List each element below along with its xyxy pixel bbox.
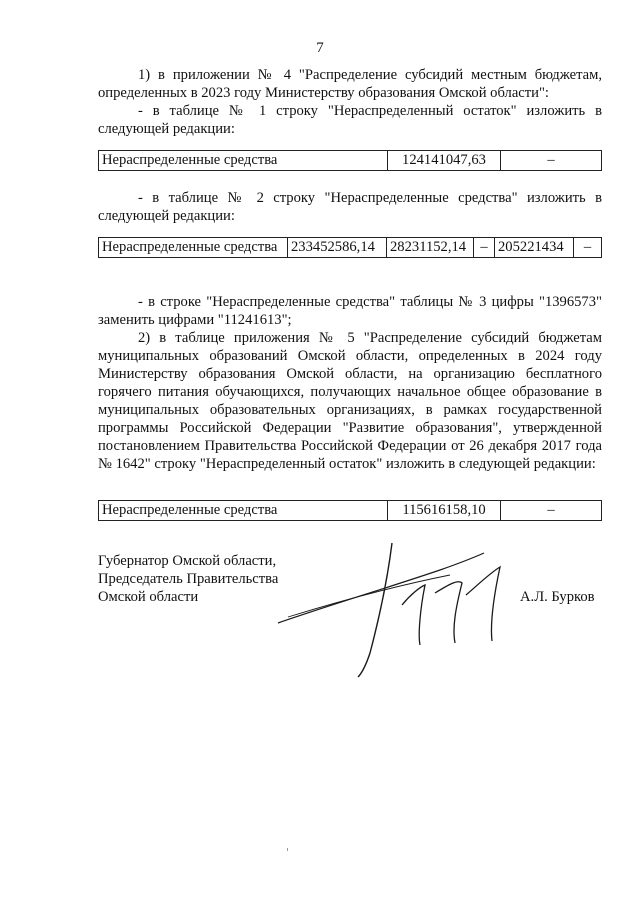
table-cell-value: 124141047,63 (388, 151, 501, 171)
paragraph-table3-change: - в строке "Нераспределенные средства" таблицы № 3 цифры "1396573" заменить цифрами "11241613"; (98, 294, 602, 328)
paragraph-table1-intro: - в таблице № 1 строку "Нераспределенный остаток" изложить в следующей редакции: (98, 103, 602, 137)
paragraph-item-2: 2) в таблице приложения № 5 "Распределение субсидий бюджетам муниципальных образований Омской области, определенных в 2024 году Министерству образования Омской области, на организацию бесплатного горячего питания обучающихся, получающих начальное общее образование в муниципальных образовательных организациях, в рамках государственной программы Российской Федерации "Развитие образования", утвержденной постановлением Правительства Российской Федерации от 26 декабря 2017 года № 1642" строку "Нераспределенный остаток" изложить в следующей редакции: (98, 330, 602, 472)
table-cell-dash: – (501, 151, 602, 171)
table-2 (98, 237, 602, 258)
table-row (99, 151, 602, 171)
signatory-line: Омской области (98, 589, 199, 605)
table-cell-label: Нераспределенные средства (99, 238, 288, 258)
signatory-line: Председатель Правительства (98, 571, 279, 587)
page-number: 7 (316, 40, 324, 56)
signatory-line: Губернатор Омской области, (98, 553, 277, 569)
scan-mark (287, 848, 288, 851)
table-cell-dash: – (501, 501, 602, 521)
signatory-title (98, 552, 278, 606)
paragraph-table2-intro: - в таблице № 2 строку "Нераспределенные средства" изложить в следующей редакции: (98, 190, 602, 224)
table-cell-dash: – (474, 238, 495, 258)
table-cell-label: Нераспределенные средства (99, 151, 388, 171)
paragraph-item-1: 1) в приложении № 4 "Распределение субсидий местным бюджетам, определенных в 2023 году Министерству образования Омской области": (98, 67, 602, 101)
table-cell-dash: – (574, 238, 602, 258)
table-row (99, 238, 602, 258)
table-cell-value: 205221434 (495, 238, 574, 258)
table-row (99, 501, 602, 521)
table-cell-value: 115616158,10 (388, 501, 501, 521)
signatory-name: А.Л. Бурков (520, 589, 595, 605)
table-1 (98, 150, 602, 171)
handwritten-signature (270, 535, 530, 685)
table-cell-value: 28231152,14 (387, 238, 474, 258)
table-cell-label: Нераспределенные средства (99, 501, 388, 521)
table-cell-value: 233452586,14 (288, 238, 387, 258)
table-3 (98, 500, 602, 521)
